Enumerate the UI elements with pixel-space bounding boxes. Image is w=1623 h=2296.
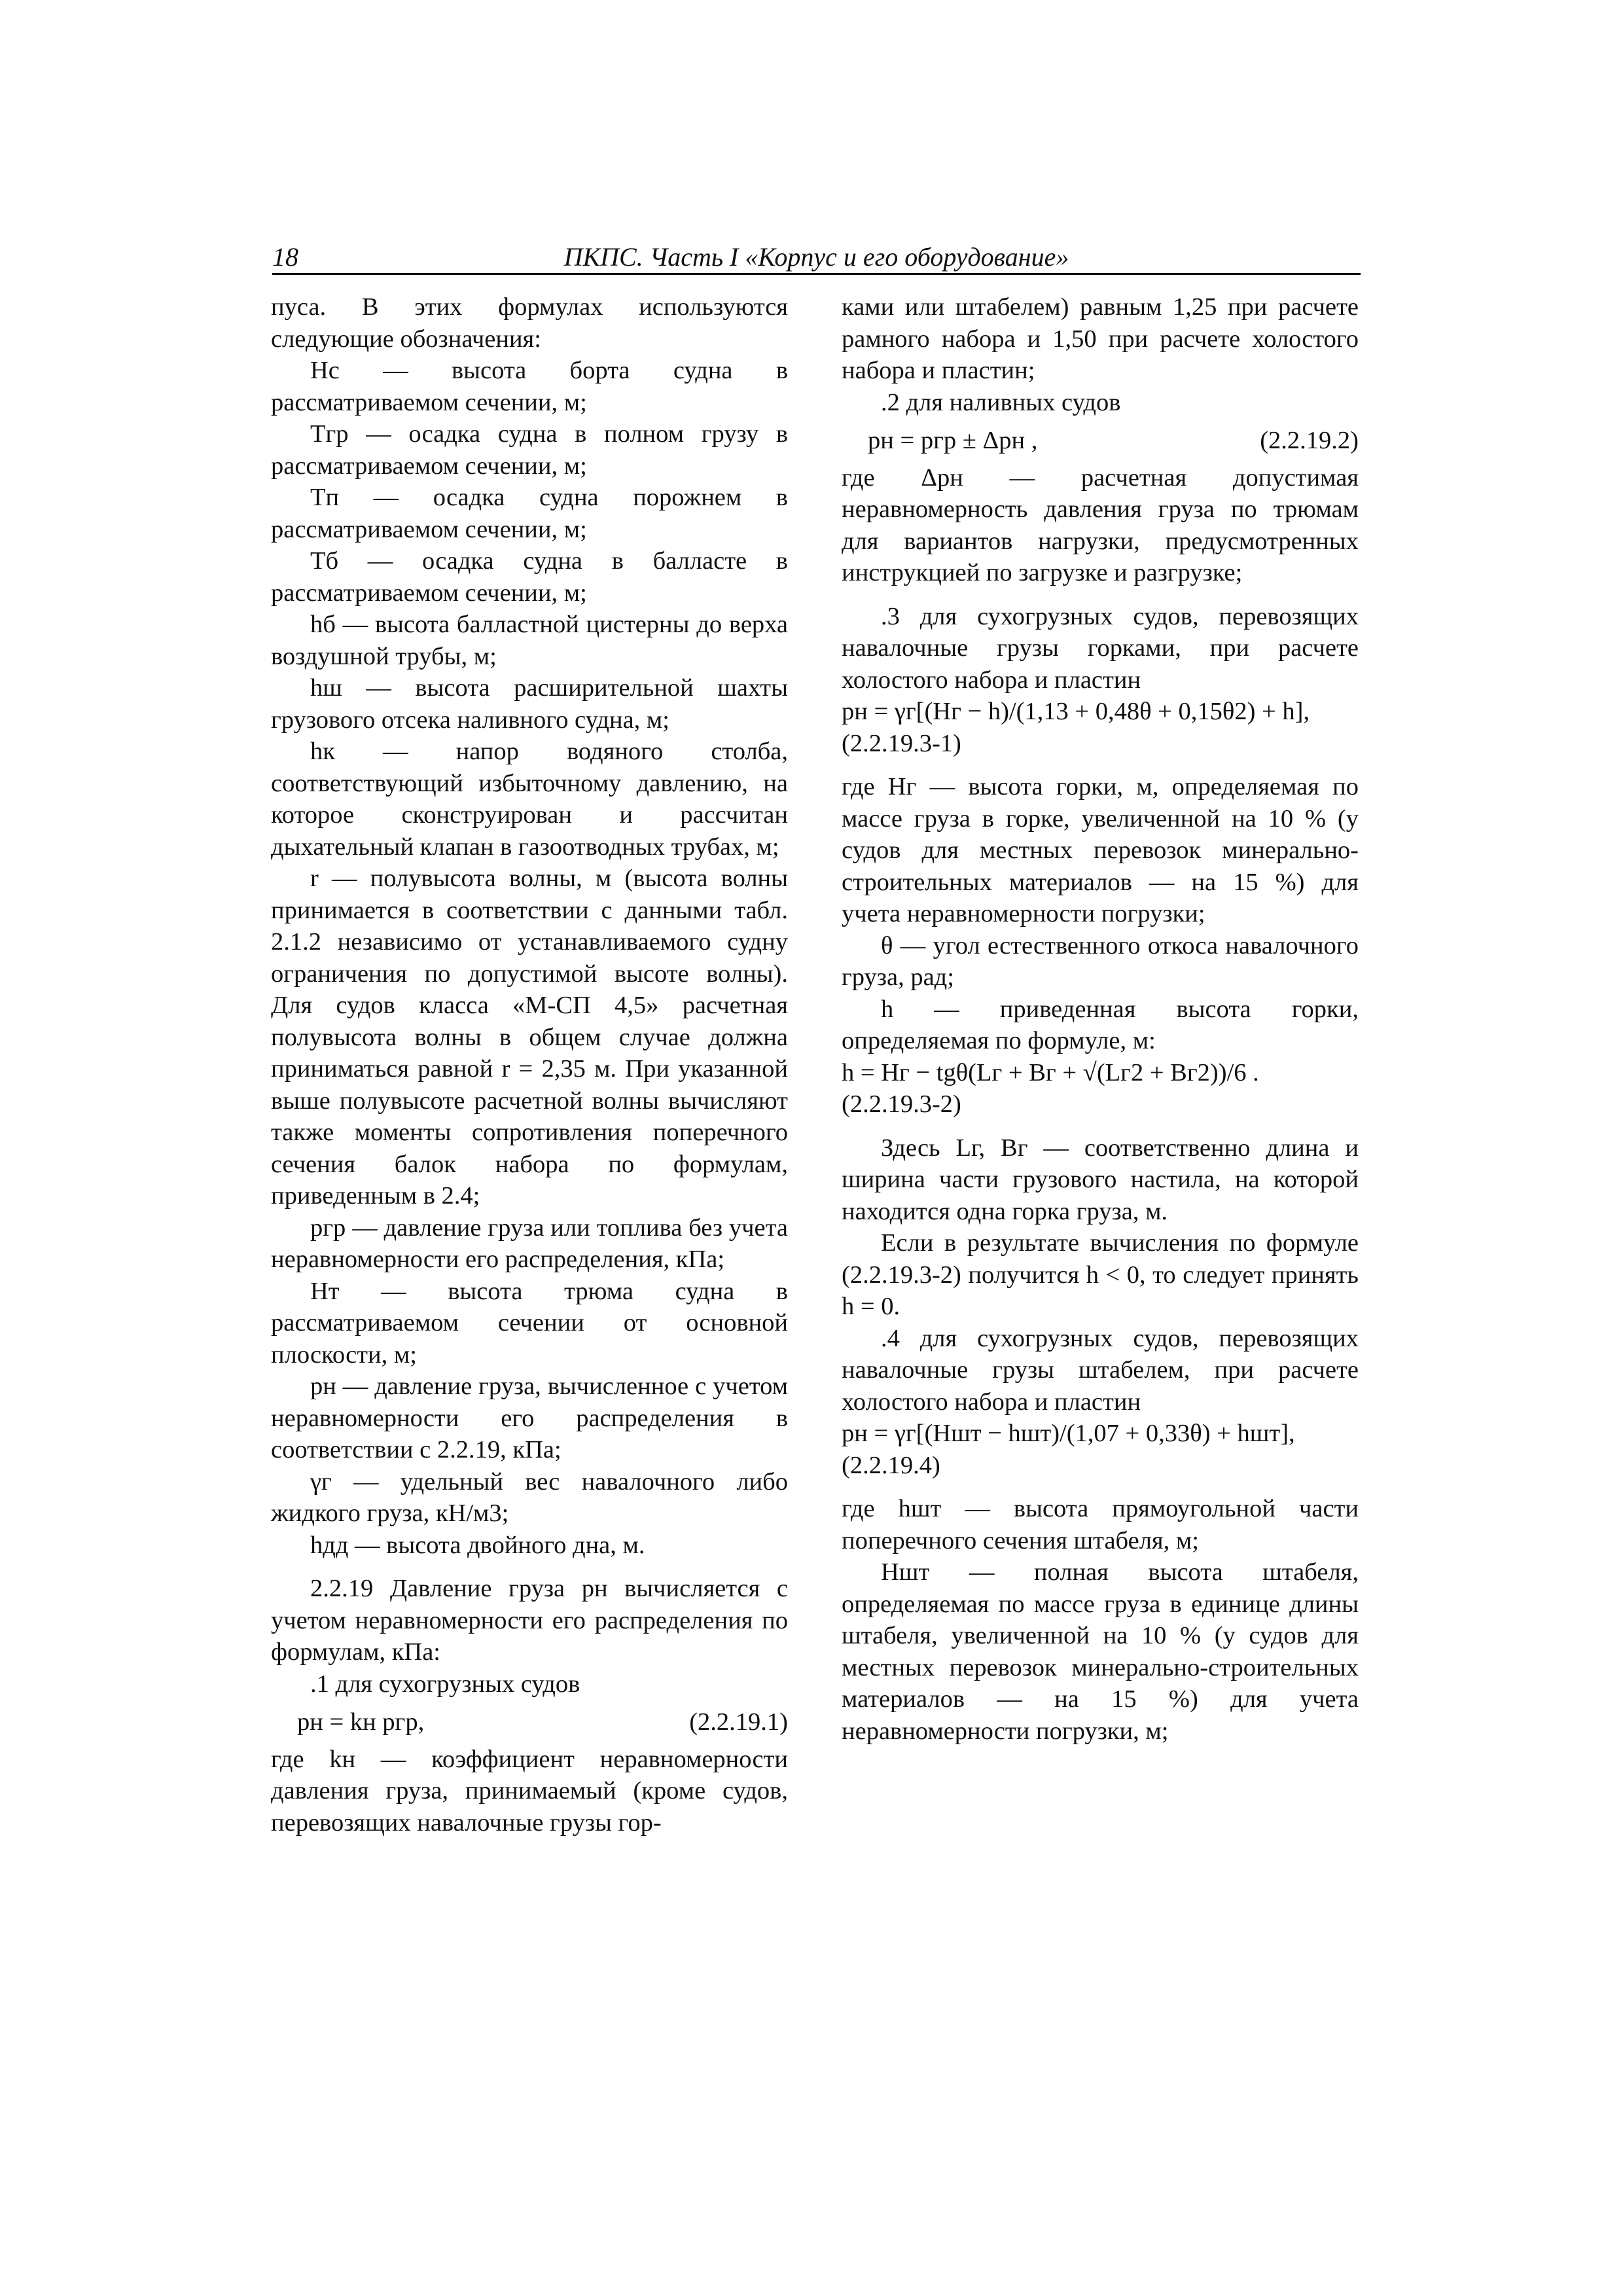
definition-hsht: где hшт — высота прямоугольной части поперечного сечения штабеля, м;	[842, 1495, 1359, 1554]
definition-hb: hб — высота балластной цистерны до верха воздушной трубы, м;	[271, 611, 788, 670]
equation-number: (2.2.19.4)	[842, 1451, 940, 1479]
definition-hk: hк — напор водяного столба, соответствующий избыточному давлению, на которое сконструирован и рассчитан дыхательный клапан в газоотводных трубах, м;	[271, 738, 788, 861]
equation-number: (2.2.19.3-2)	[842, 1090, 961, 1118]
paragraph: пуса. В этих формулах используются следующие обозначения:	[271, 293, 788, 353]
equation-number: (2.2.19.1)	[689, 1708, 788, 1736]
definition-Hsht: Hшт — полная высота штабеля, определяемая по массе груза в единице длины штабеля, увеличенной на 10 % (у судов для местных перевозок минерально-строительных материалов — на 15 %) для учета неравномерности погрузки, м;	[842, 1558, 1359, 1745]
left-column	[271, 291, 788, 1839]
definition-theta: θ — угол естественного откоса навалочного груза, рад;	[842, 931, 1359, 991]
formula: pн = pгр ± Δpн ,	[868, 427, 1038, 454]
running-title: ПКПС. Часть I «Корпус и его оборудование»	[563, 242, 1069, 272]
definition-gamma: γг — удельный вес навалочного либо жидкого груза, кН/м3;	[271, 1467, 788, 1527]
definition-h: h — приведенная высота горки, определяемая по формуле, м:	[842, 995, 1359, 1054]
paragraph: ками или штабелем) равным 1,25 при расчете рамного набора и 1,50 при расчете холостого набора и пластин;	[842, 293, 1359, 384]
definition-r: r — полувысота волны, м (высота волны принимается в соответствии с данными табл. 2.1.2 независимо от устанавливаемого судну ограничения по допустимой высоте волны). Для судов класса «М-СП 4,5» расчетная полувысота волны в общем случае должна приниматься равной r = 2,35 м. При указанной выше полувысоте расчетной волны вычисляют также моменты сопротивления поперечного сечения балок набора по формулам, приведенным в 2.4;	[271, 865, 788, 1210]
definition-hc: Hс — высота борта судна в рассматриваемом сечении, м;	[271, 357, 788, 416]
definition-pn: pн — давление груза, вычисленное с учетом неравномерности его распределения в соответствии с 2.2.19, кПа;	[271, 1372, 788, 1463]
section-2-2-19: 2.2.19 Давление груза pн вычисляется с учетом неравномерности его распределения по формулам, кПа:	[271, 1575, 788, 1666]
page-header	[272, 239, 1361, 275]
equation-2-2-19-2	[842, 425, 1359, 457]
definition-hsh: hш — высота расширительной шахты грузового отсека наливного судна, м;	[271, 674, 788, 734]
formula-2-2-19-4: pн = γг[(Hшт − hшт)/(1,07 + 0,33θ) + hшт],	[842, 1420, 1295, 1447]
formula-2-2-19-3-1: pн = γг[(Hг − h)/(1,13 + 0,48θ + 0,15θ2) + h],	[842, 698, 1310, 725]
definition-hdd: hдд — высота двойного дна, м.	[310, 1531, 645, 1559]
definition-ht: Hт — высота трюма судна в рассматриваемом сечении от основной плоскости, м;	[271, 1277, 788, 1369]
definition-kn: где kн — коэффициент неравномерности давления груза, принимаемый (кроме судов, перевозящих навалочные грузы гор-	[271, 1745, 788, 1837]
definition-lg-bg: Здесь Lг, Bг — соответственно длина и ширина части грузового настила, на которой находится одна горка груза, м.	[842, 1134, 1359, 1225]
equation-number: (2.2.19.2)	[1260, 427, 1359, 454]
item-1-heading: .1 для сухогрузных судов	[310, 1670, 580, 1698]
equation-2-2-19-1	[271, 1706, 788, 1738]
definition-pgr: pгр — давление груза или топлива без учета неравномерности его распределения, кПа;	[271, 1213, 788, 1273]
definition-tb: Tб — осадка судна в балласте в рассматриваемом сечении, м;	[271, 547, 788, 607]
formula-2-2-19-3-2: h = Hг − tgθ(Lг + Bг + √(Lг2 + Bг2))/6 .	[842, 1058, 1259, 1086]
right-column	[842, 291, 1359, 1747]
definition-hg: где Hг — высота горки, м, определяемая по массе груза в горке, увеличенной на 10 % (у судов для местных перевозок минерально-строительных материалов — на 15 %) для учета неравномерности погрузки;	[842, 773, 1359, 927]
item-3-heading: .3 для сухогрузных судов, перевозящих навалочные грузы горками, при расчете холостого набора и пластин	[842, 602, 1359, 694]
item-2-heading: .2 для наливных судов	[881, 388, 1121, 416]
definition-tp: Tп — осадка судна порожнем в рассматриваемом сечении, м;	[271, 484, 788, 543]
definition-delta-pn: где Δpн — расчетная допустимая неравномерность давления груза по трюмам для вариантов нагрузки, предусмотренных инструкцией по загрузке и разгрузке;	[842, 463, 1359, 586]
condition-h: Если в результате вычисления по формуле (2.2.19.3-2) получится h < 0, то следует принять h = 0.	[842, 1229, 1359, 1320]
formula: pн = kн pгр,	[297, 1708, 425, 1736]
item-4-heading: .4 для сухогрузных судов, перевозящих навалочные грузы штабелем, при расчете холостого набора и пластин	[842, 1324, 1359, 1416]
page-number: 18	[272, 242, 298, 272]
equation-number: (2.2.19.3-1)	[842, 729, 961, 757]
definition-tgr: Tгр — осадка судна в полном грузу в рассматриваемом сечении, м;	[271, 420, 788, 480]
